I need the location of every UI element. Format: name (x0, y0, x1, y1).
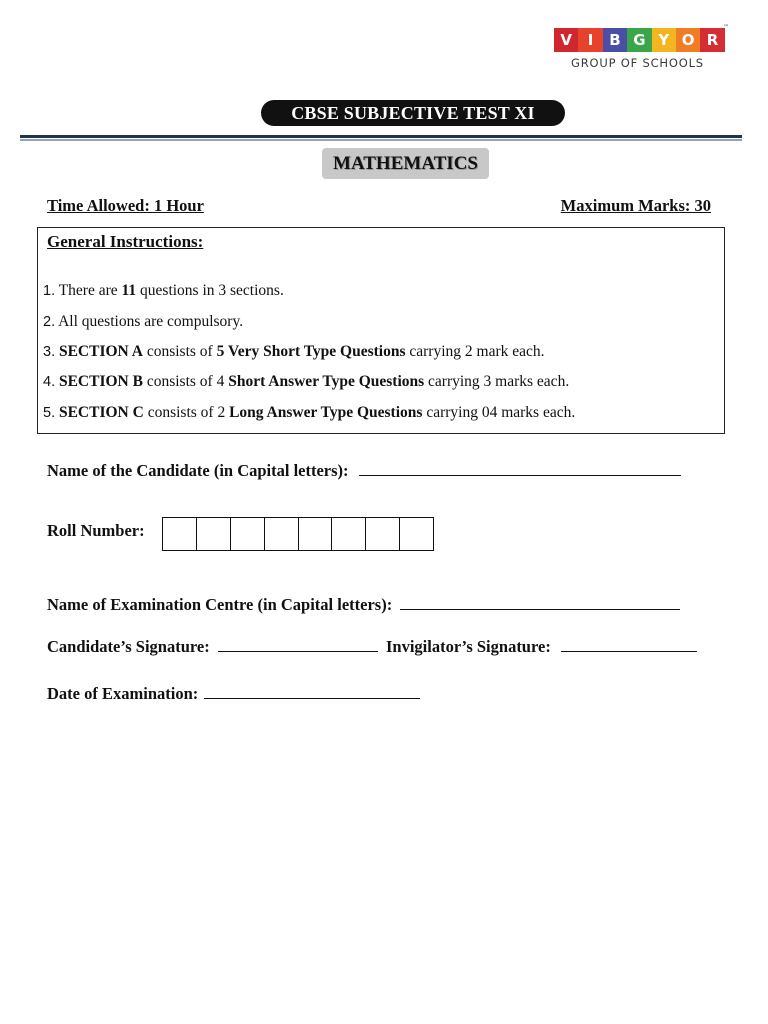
exam-centre-field (47, 595, 680, 615)
roll-number-label: Roll Number: (47, 521, 145, 540)
logo-letters (554, 28, 732, 52)
vibgyor-logo (554, 24, 732, 74)
roll-number-digit-box[interactable] (366, 518, 400, 550)
invigilator-signature-line[interactable] (561, 637, 697, 652)
logo-letter-v: V (554, 28, 578, 52)
candidate-name-field (47, 461, 681, 481)
logo-letter-o: O (676, 28, 700, 52)
roll-number-digit-box[interactable] (231, 518, 265, 550)
test-title: CBSE SUBJECTIVE TEST XI (261, 100, 565, 126)
exam-date-field (47, 684, 420, 704)
candidate-name-label: Name of the Candidate (in Capital letters): (47, 461, 349, 480)
logo-subtitle: GROUP OF SCHOOLS (571, 56, 704, 70)
instruction-item: 4. SECTION B consists of 4 Short Answer Type Questions carrying 3 marks each. (43, 373, 570, 390)
signature-field (47, 637, 697, 657)
logo-letter-y: Y (652, 28, 676, 52)
roll-number-digit-box[interactable] (163, 518, 197, 550)
logo-letter-g: G (627, 28, 651, 52)
instruction-item: 5. SECTION C consists of 2 Long Answer Type Questions carrying 04 marks each. (43, 404, 576, 421)
instruction-item: 2. All questions are compulsory. (43, 313, 244, 330)
candidate-name-line[interactable] (359, 461, 681, 476)
instruction-item: 3. SECTION A consists of 5 Very Short Type Questions carrying 2 mark each. (43, 343, 545, 360)
instructions-heading: General Instructions: (47, 232, 204, 251)
subject-title: MATHEMATICS (322, 148, 489, 179)
instruction-item: 1. There are 11 questions in 3 sections. (43, 282, 284, 299)
candidate-signature-line[interactable] (218, 637, 378, 652)
roll-number-boxes[interactable] (162, 517, 434, 551)
logo-letter-r: R (700, 28, 724, 52)
invigilator-signature-label: Invigilator’s Signature: (385, 637, 551, 656)
candidate-signature-label: Candidate’s Signature: (47, 637, 210, 656)
roll-number-digit-box[interactable] (197, 518, 231, 550)
roll-number-digit-box[interactable] (265, 518, 299, 550)
header-divider (20, 135, 742, 138)
exam-centre-line[interactable] (400, 595, 680, 610)
maximum-marks: Maximum Marks: 30 (560, 196, 711, 215)
roll-number-digit-box[interactable] (400, 518, 433, 550)
header-divider-shadow (20, 139, 742, 141)
time-allowed: Time Allowed: 1 Hour (47, 196, 204, 215)
roll-number-digit-box[interactable] (299, 518, 333, 550)
exam-centre-label: Name of Examination Centre (in Capital letters): (47, 595, 393, 614)
logo-letter-i: I (578, 28, 602, 52)
exam-date-label: Date of Examination: (47, 684, 199, 703)
exam-date-line[interactable] (204, 684, 420, 699)
logo-trademark: ™ (723, 24, 729, 31)
roll-number-digit-box[interactable] (332, 518, 366, 550)
logo-letter-b: B (603, 28, 627, 52)
